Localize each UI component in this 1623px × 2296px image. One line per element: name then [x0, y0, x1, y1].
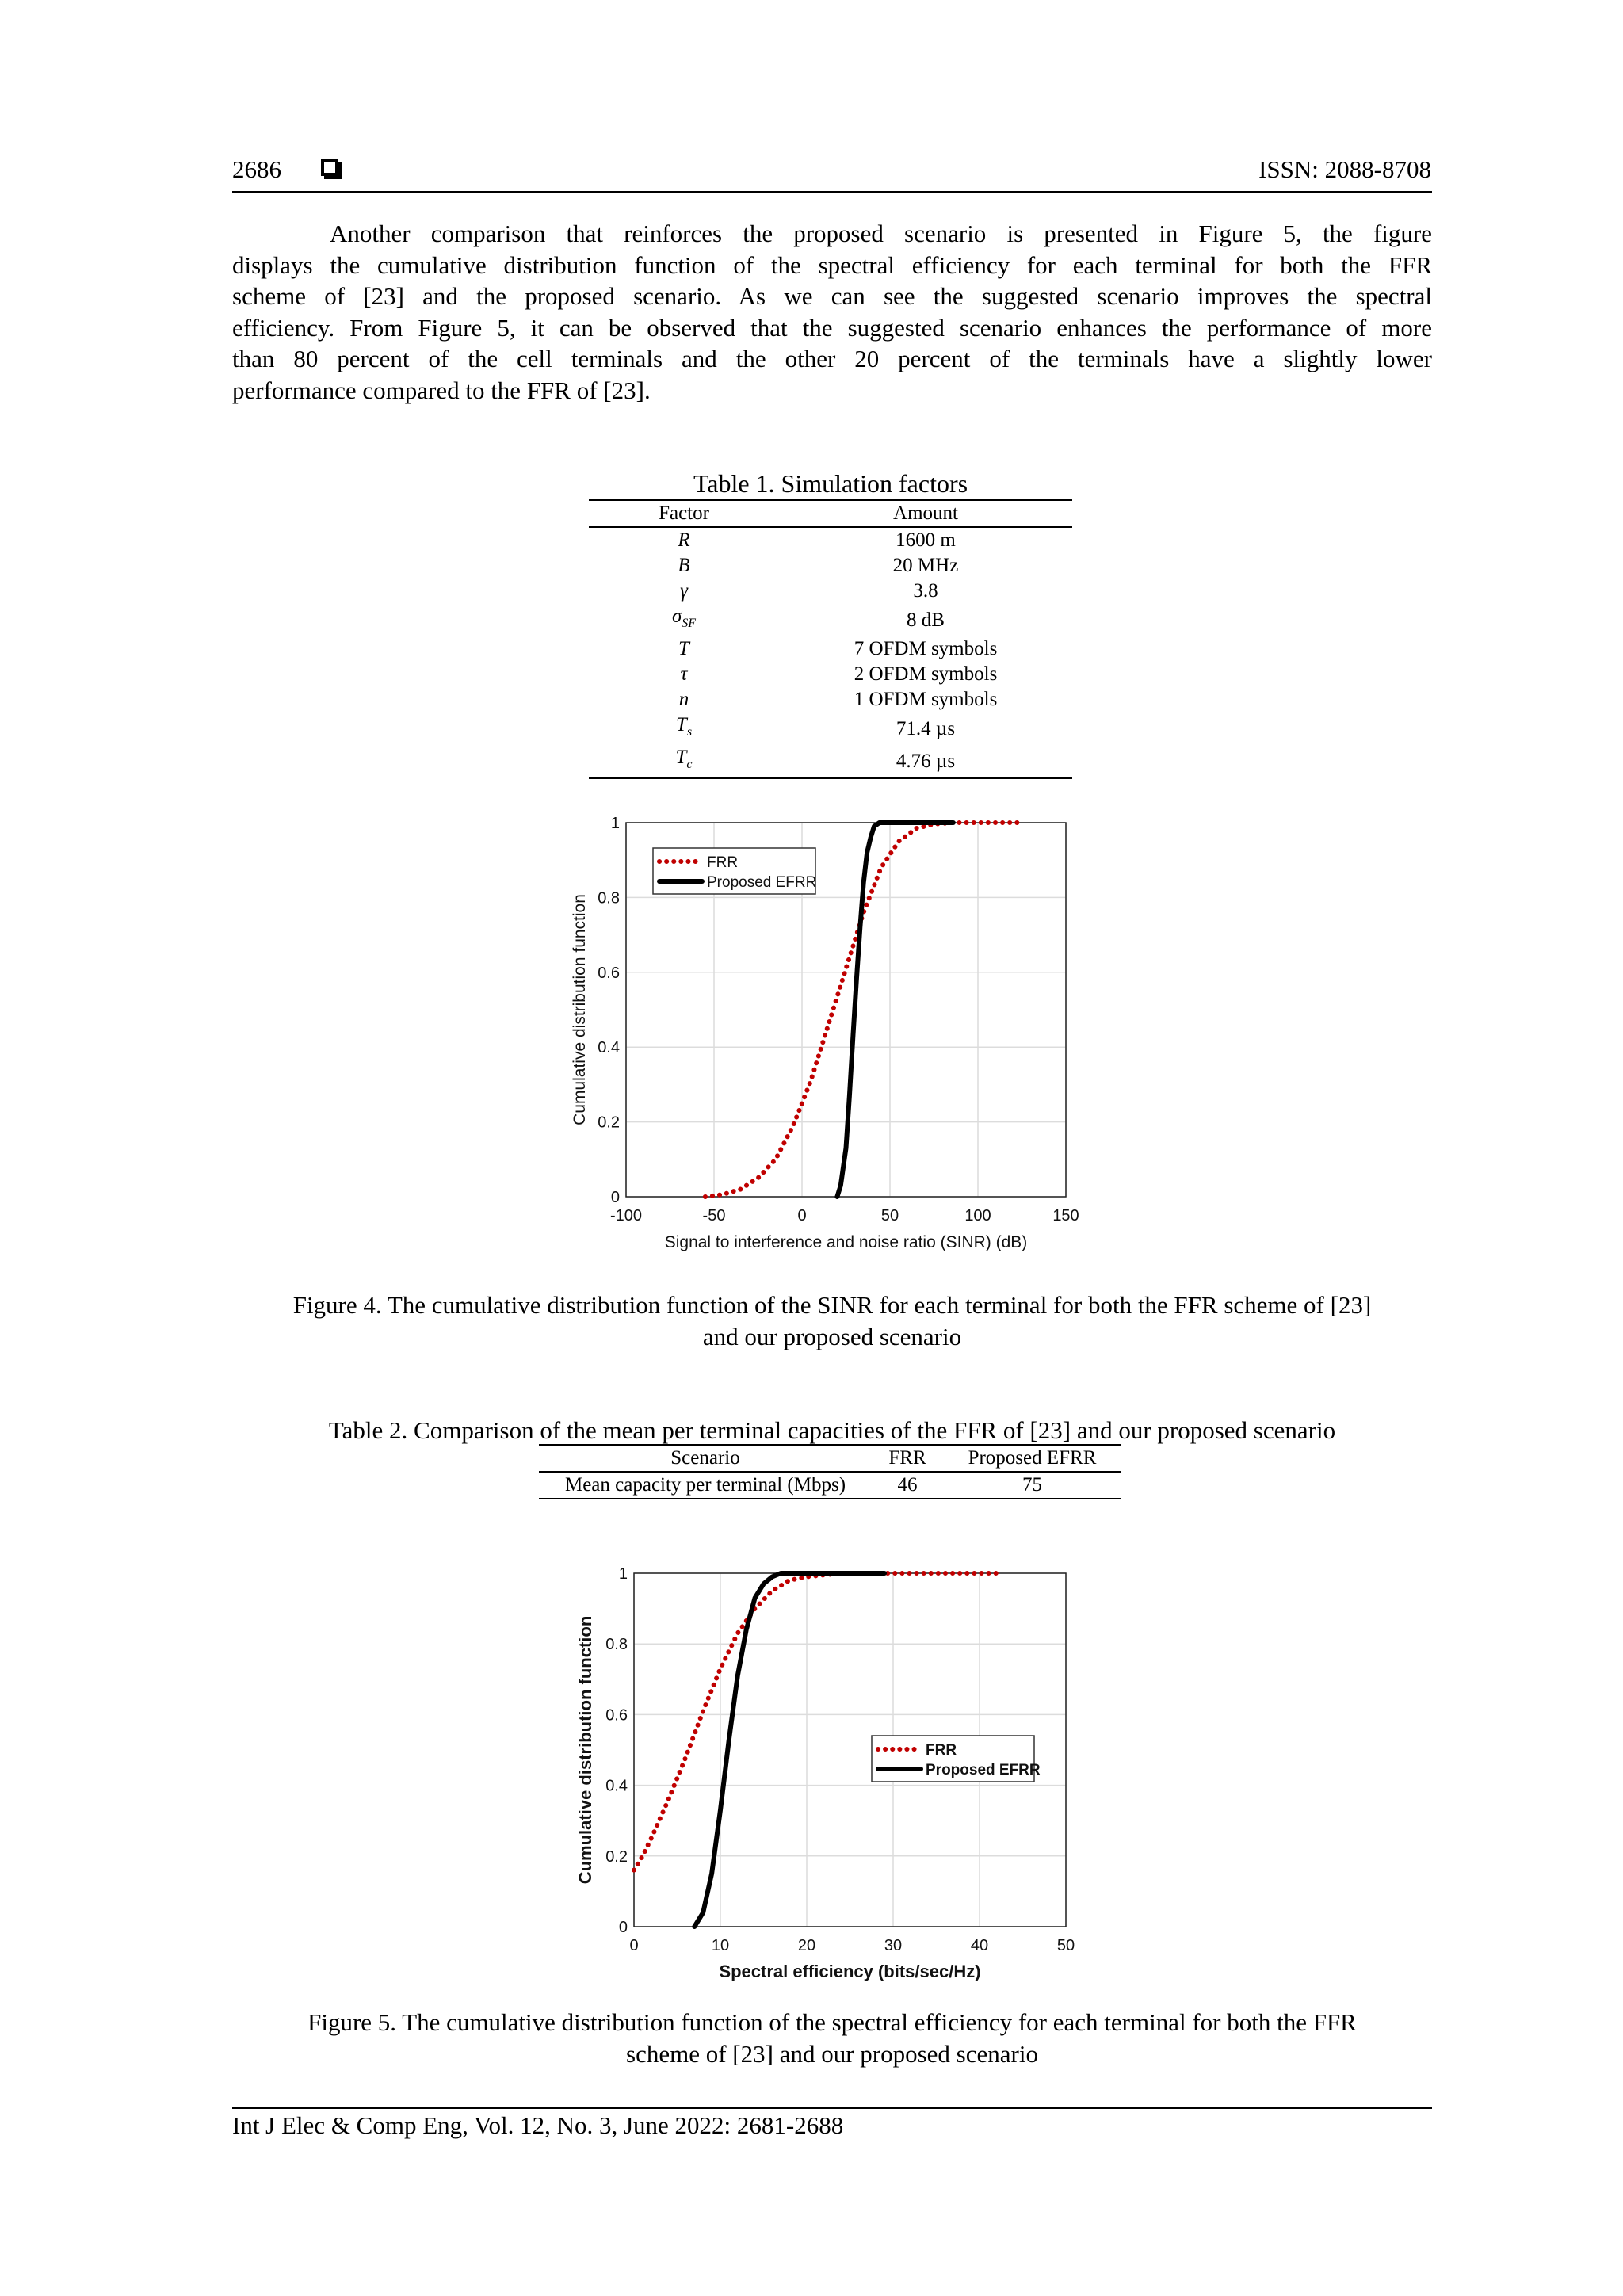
table-cell: τ [680, 663, 688, 685]
page-number: 2686 [232, 155, 281, 183]
table2-caption: Table 2. Comparison of the mean per terminal capacities of the FFR of [23] and our proposed scenario [328, 1416, 1336, 1444]
table1-caption: Table 1. Simulation factors [693, 469, 968, 498]
x-tick-label: 50 [880, 1207, 899, 1224]
figure4-chart [555, 808, 1125, 1260]
y-tick-label: 1 [610, 815, 620, 832]
x-tick-label: 10 [711, 1937, 730, 1954]
table-cell: 2 OFDM symbols [854, 663, 998, 685]
table-row [589, 636, 1072, 662]
x-tick-label: 0 [797, 1207, 807, 1224]
table-cell: $\sigma_{SF}$ [671, 606, 697, 630]
x-axis-label: Signal to interference and noise ratio (SINR) (dB) [664, 1233, 1028, 1251]
x-tick-label: 40 [970, 1937, 989, 1954]
table-row [589, 579, 1072, 604]
y-tick-label: 0.8 [598, 889, 620, 907]
table-cell: $T_s$ [675, 714, 693, 739]
table-cell: 1 OFDM symbols [854, 689, 998, 710]
table-row [539, 1472, 1121, 1499]
legend-label: Proposed EFRR [707, 874, 817, 891]
table-cell: 3.8 [913, 580, 938, 602]
table-cell: $T_c$ [675, 747, 693, 771]
y-tick-label: 0.4 [605, 1777, 628, 1795]
table-cell: B [678, 555, 690, 576]
y-tick-label: 0 [618, 1919, 628, 1936]
paragraph-line: Another comparison that reinforces the proposed scenario is presented in Figure 5, the figure [330, 220, 1432, 247]
y-tick-label: 0 [610, 1189, 620, 1206]
y-axis-label: Cumulative distribution function [571, 894, 589, 1125]
capacity-comparison-table [539, 1444, 1121, 1499]
table-cell: 1600 m [896, 529, 956, 551]
table-cell: 7 OFDM symbols [854, 638, 998, 659]
y-tick-label: 0.8 [605, 1636, 628, 1654]
x-tick-label: 20 [797, 1937, 816, 1954]
body-paragraph [232, 218, 1432, 407]
x-axis-label: Spectral efficiency (bits/sec/Hz) [719, 1962, 981, 1981]
table-row [589, 745, 1072, 778]
legend-label: FRR [707, 854, 739, 871]
table-row [589, 712, 1072, 745]
caption-line: Figure 5. The cumulative distribution function of the spectral efficiency for each terminal for both the FFR [307, 2008, 1357, 2036]
header-rule [232, 191, 1432, 193]
table-header-cell: Scenario [670, 1447, 740, 1469]
simulation-factors-table [589, 499, 1072, 779]
table-cell: 75 [1022, 1474, 1042, 1496]
table-row [589, 553, 1072, 579]
y-tick-label: 0.6 [605, 1706, 628, 1725]
table-cell: 46 [897, 1474, 918, 1496]
table-header-row [589, 500, 1072, 527]
frr-series-line [634, 1573, 997, 1870]
table-cell: R [678, 529, 690, 551]
paragraph-line: performance compared to the FFR of [23]. [232, 376, 651, 404]
paragraph-line: scheme of [23] and the proposed scenario. As we can see the suggested scenario improves the spectral [232, 282, 1432, 311]
x-tick-label: 100 [964, 1207, 991, 1224]
footer-citation: Int J Elec & Comp Eng, Vol. 12, No. 3, June 2022: 2681-2688 [232, 2111, 844, 2139]
caption-line: Figure 4. The cumulative distribution function of the SINR for each terminal for both the FFR scheme of [23] [292, 1291, 1372, 1319]
footer-rule [232, 2107, 1432, 2109]
table-header-cell: Amount [893, 502, 958, 524]
x-tick-label: 150 [1052, 1207, 1079, 1224]
table-cell: Mean capacity per terminal (Mbps) [564, 1474, 846, 1496]
paragraph-line: than 80 percent of the cell terminals and the other 20 percent of the terminals have a slightly lower [232, 345, 1432, 373]
y-tick-label: 1 [618, 1565, 628, 1583]
table-header-cell: Proposed EFRR [968, 1447, 1097, 1469]
figure4-caption [232, 1289, 1432, 1353]
table-cell: n [678, 689, 689, 710]
legend-label: Proposed EFRR [926, 1762, 1041, 1778]
x-tick-label: 30 [884, 1937, 903, 1954]
caption-line: scheme of [23] and our proposed scenario [626, 2040, 1038, 2068]
y-tick-label: 0.2 [605, 1847, 628, 1866]
table-cell: 8 dB [907, 609, 945, 631]
x-tick-label: 0 [629, 1937, 639, 1954]
legend-label: FRR [926, 1742, 957, 1759]
table-cell: 20 MHz [892, 555, 959, 576]
table-row [589, 662, 1072, 687]
paragraph-line: displays the cumulative distribution function of the spectral efficiency for each terminal for both the FFR [232, 250, 1432, 279]
efrr-series-line [694, 1573, 884, 1927]
figure5-caption [232, 2007, 1432, 2070]
paragraph-line: efficiency. From Figure 5, it can be observed that the suggested scenario enhances the performance of more [232, 313, 1432, 342]
efrr-series-line [837, 823, 953, 1197]
table-cell: γ [680, 580, 688, 602]
figure5-chart [555, 1553, 1125, 1981]
table-header-row [539, 1445, 1121, 1472]
table-row [589, 687, 1072, 712]
table-header-cell: Factor [659, 502, 709, 524]
x-tick-label: -50 [702, 1207, 726, 1224]
caption-line: and our proposed scenario [702, 1323, 962, 1350]
issn: ISSN: 2088-8708 [1258, 155, 1431, 183]
square-bullet-icon [321, 159, 338, 176]
x-tick-label: -100 [609, 1207, 643, 1224]
table-cell: T [678, 638, 689, 659]
table-row [589, 527, 1072, 553]
y-tick-label: 0.6 [598, 964, 620, 982]
table-row [589, 604, 1072, 636]
y-tick-label: 0.4 [598, 1039, 620, 1057]
y-tick-label: 0.2 [598, 1114, 620, 1132]
table-cell: 71.4 µs [896, 717, 956, 739]
x-tick-label: 50 [1056, 1937, 1075, 1954]
y-axis-label: Cumulative distribution function [575, 1615, 595, 1885]
table-cell: 4.76 µs [896, 750, 956, 772]
table-header-cell: FRR [888, 1447, 926, 1469]
